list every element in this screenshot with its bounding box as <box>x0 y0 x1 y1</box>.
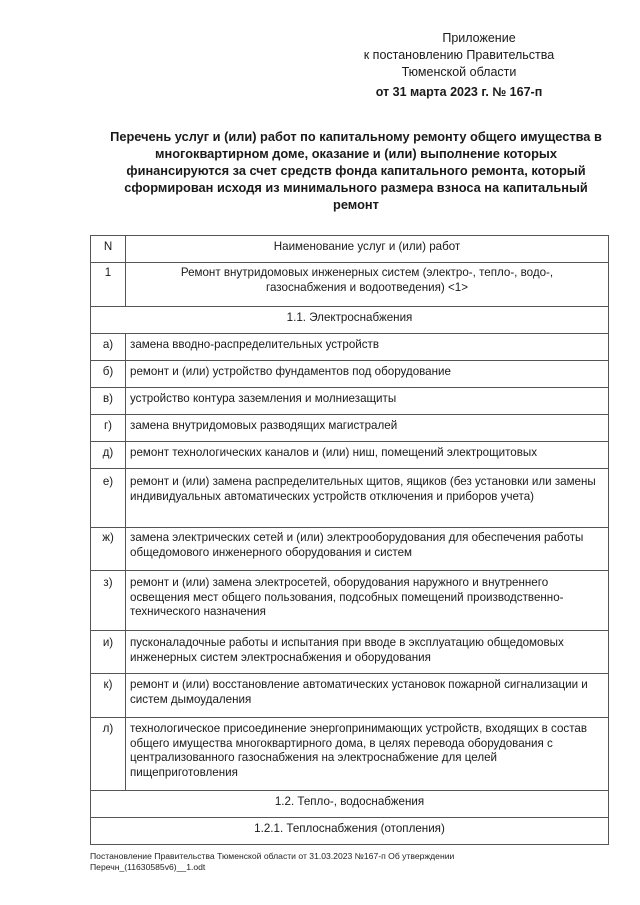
section-heading-1-2-1: 1.2.1. Теплоснабжения (отопления) <box>91 818 609 845</box>
row-text: ремонт и (или) замена распределительных щитов, ящиков (без установки или замены индивидуальных автоматических устройств отключения и приборов учета) <box>126 469 609 528</box>
appendix-header <box>334 30 584 101</box>
appendix-region-line: Тюменской области <box>401 65 517 79</box>
row-text: Ремонт внутридомовых инженерных систем (электро-, тепло-, водо-, газоснабжения и водоотведения) <1> <box>126 263 609 307</box>
row-text: ремонт и (или) восстановление автоматических установок пожарной сигнализации и систем дымоудаления <box>126 674 609 718</box>
services-table <box>90 235 609 845</box>
row-letter: к) <box>91 674 126 718</box>
table-row <box>91 469 609 528</box>
table-row <box>91 263 609 307</box>
table-row <box>91 631 609 674</box>
table-row <box>91 361 609 388</box>
footer-resolution-line: Постановление Правительства Тюменской области от 31.03.2023 №167-п Об утверждении <box>90 851 455 861</box>
appendix-label: Приложение <box>442 31 516 45</box>
table-row <box>91 334 609 361</box>
section-heading-1-1: 1.1. Электроснабжения <box>91 307 609 334</box>
section-row <box>91 307 609 334</box>
table-row <box>91 528 609 571</box>
row-letter: д) <box>91 442 126 469</box>
row-text: ремонт и (или) устройство фундаментов под оборудование <box>126 361 609 388</box>
row-letter: и) <box>91 631 126 674</box>
table-row <box>91 571 609 631</box>
row-text: ремонт технологических каналов и (или) ниш, помещений электрощитовых <box>126 442 609 469</box>
row-letter: а) <box>91 334 126 361</box>
row-text: ремонт и (или) замена электросетей, оборудования наружного и внутреннего освещения мест общего пользования, подсобных помещений производственно-технического назначения <box>126 571 609 631</box>
appendix-resolution-line: к постановлению Правительства <box>363 48 555 62</box>
appendix-date-number: от 31 марта 2023 г. № 167-п <box>375 85 543 99</box>
section-row <box>91 818 609 845</box>
row-text: замена внутридомовых разводящих магистралей <box>126 415 609 442</box>
column-header-name: Наименование услуг и (или) работ <box>126 236 609 263</box>
row-number: 1 <box>91 263 126 307</box>
table-row <box>91 442 609 469</box>
document-title: Перечень услуг и (или) работ по капитальному ремонту общего имущества в многоквартирном доме, оказание и (или) выполнение которых финансируются за счет средств фонда капитального ремонта, который сформирован исходя из минимального размера взноса на капитальный ремонт <box>110 129 602 212</box>
column-header-number: N <box>91 236 126 263</box>
row-letter: в) <box>91 388 126 415</box>
row-letter: е) <box>91 469 126 528</box>
row-letter: л) <box>91 718 126 791</box>
table-header-row <box>91 236 609 263</box>
table-row <box>91 674 609 718</box>
row-text: пусконаладочные работы и испытания при вводе в эксплуатацию общедомовых инженерных систем электроснабжения и оборудования <box>126 631 609 674</box>
row-text: устройство контура заземления и молниезащиты <box>126 388 609 415</box>
section-heading-1-2: 1.2. Тепло-, водоснабжения <box>91 791 609 818</box>
row-letter: г) <box>91 415 126 442</box>
row-text: замена электрических сетей и (или) электрооборудования для обеспечения работы общедомового инженерного оборудования и систем <box>126 528 609 571</box>
table-row <box>91 718 609 791</box>
row-letter: з) <box>91 571 126 631</box>
section-row <box>91 791 609 818</box>
document-footer <box>90 851 454 873</box>
row-letter: б) <box>91 361 126 388</box>
row-text: замена вводно-распределительных устройств <box>126 334 609 361</box>
table-row <box>91 415 609 442</box>
table-row <box>91 388 609 415</box>
row-text: технологическое присоединение энергопринимающих устройств, входящих в состав общего имущества многоквартирного дома, в целях перевода оборудования с централизованного газоснабжения на электроснабжение для целей пищеприготовления <box>126 718 609 791</box>
footer-filename: Перечн_(11630585v6)__1.odt <box>90 862 206 872</box>
row-letter: ж) <box>91 528 126 571</box>
